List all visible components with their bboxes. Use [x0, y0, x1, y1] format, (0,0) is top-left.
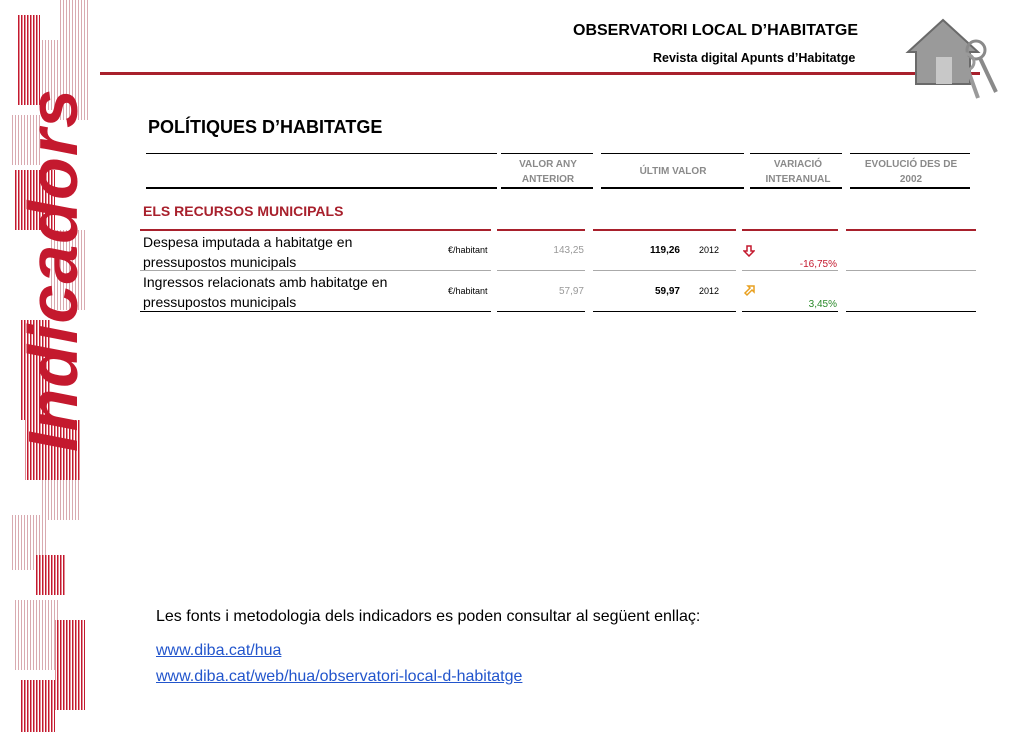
table-bottom-line — [593, 311, 736, 312]
col-header-variation — [752, 157, 844, 187]
header-top-line — [850, 153, 970, 154]
col-header-variation-line2: INTERANUAL — [765, 174, 831, 185]
sources-note: Les fonts i metodologia dels indicadors es poden consultar al següent enllaç: — [156, 608, 701, 625]
header-bottom-line — [146, 187, 497, 189]
arrow-up-right-icon — [743, 285, 755, 297]
col-header-variation-line1: VARIACIÓ — [773, 159, 823, 170]
indicator-name-line1: Despesa imputada a habitatge en — [143, 234, 353, 250]
col-header-last-value: ÚLTIM VALOR — [639, 166, 707, 177]
indicator-variation: 3,45% — [808, 299, 837, 310]
header-divider — [100, 72, 980, 75]
table-bottom-line — [846, 311, 976, 312]
indicator-name — [143, 232, 443, 272]
col-header-prev-value — [503, 157, 593, 187]
header-top-line — [750, 153, 842, 154]
group-divider — [742, 229, 838, 231]
indicator-prev-value: 143,25 — [553, 245, 584, 256]
col-header-evolution-line2: 2002 — [899, 174, 923, 185]
indicator-unit: €/habitant — [448, 286, 488, 296]
group-divider — [593, 229, 736, 231]
indicator-last-value: 59,97 — [654, 286, 680, 297]
col-header-prev-line1: VALOR ANY — [519, 159, 577, 170]
col-header-prev-line2: ANTERIOR — [521, 174, 575, 185]
indicator-name — [143, 272, 443, 312]
group-divider — [140, 229, 491, 231]
table-bottom-line — [742, 311, 838, 312]
table-bottom-line — [497, 311, 585, 312]
vertical-label-text: Indicadors — [14, 88, 92, 452]
header-bottom-line — [850, 187, 970, 189]
col-header-evolution-line1: EVOLUCIÓ DES DE — [864, 159, 958, 170]
header-bottom-line — [750, 187, 842, 189]
header-top-line — [146, 153, 497, 154]
row-divider — [593, 270, 736, 271]
group-title: ELS RECURSOS MUNICIPALS — [143, 203, 344, 219]
header-title: OBSERVATORI LOCAL D’HABITATGE — [573, 22, 859, 39]
indicator-name-line1: Ingressos relacionats amb habitatge en — [143, 274, 388, 290]
group-divider — [846, 229, 976, 231]
section-title: POLÍTIQUES D’HABITATGE — [148, 117, 383, 137]
table-bottom-line — [140, 311, 491, 312]
link-hua[interactable]: www.diba.cat/hua — [156, 642, 282, 659]
indicator-year: 2012 — [699, 245, 720, 255]
col-header-evolution — [850, 157, 972, 187]
header-top-line — [601, 153, 744, 154]
indicator-name-line2: pressupostos municipals — [143, 254, 297, 270]
header-subtitle: Revista digital Apunts d’Habitatge — [653, 51, 856, 65]
row-divider — [742, 270, 838, 271]
indicator-prev-value: 57,97 — [558, 286, 584, 297]
row-divider — [140, 270, 491, 271]
house-keys-logo-icon — [898, 12, 1008, 102]
indicator-variation: -16,75% — [799, 259, 837, 270]
group-divider — [497, 229, 585, 231]
indicator-last-value: 119,26 — [649, 245, 680, 256]
row-divider — [497, 270, 585, 271]
vertical-section-label — [8, 88, 98, 452]
header-top-line — [501, 153, 593, 154]
link-observatori[interactable]: www.diba.cat/web/hua/observatori-local-d-habitatge — [156, 668, 523, 685]
arrow-down-icon — [743, 245, 755, 257]
indicator-name-line2: pressupostos municipals — [143, 294, 297, 310]
indicator-unit: €/habitant — [448, 245, 488, 255]
indicator-year: 2012 — [699, 286, 720, 296]
row-divider — [846, 270, 976, 271]
header-bottom-line — [601, 187, 744, 189]
header-bottom-line — [501, 187, 593, 189]
